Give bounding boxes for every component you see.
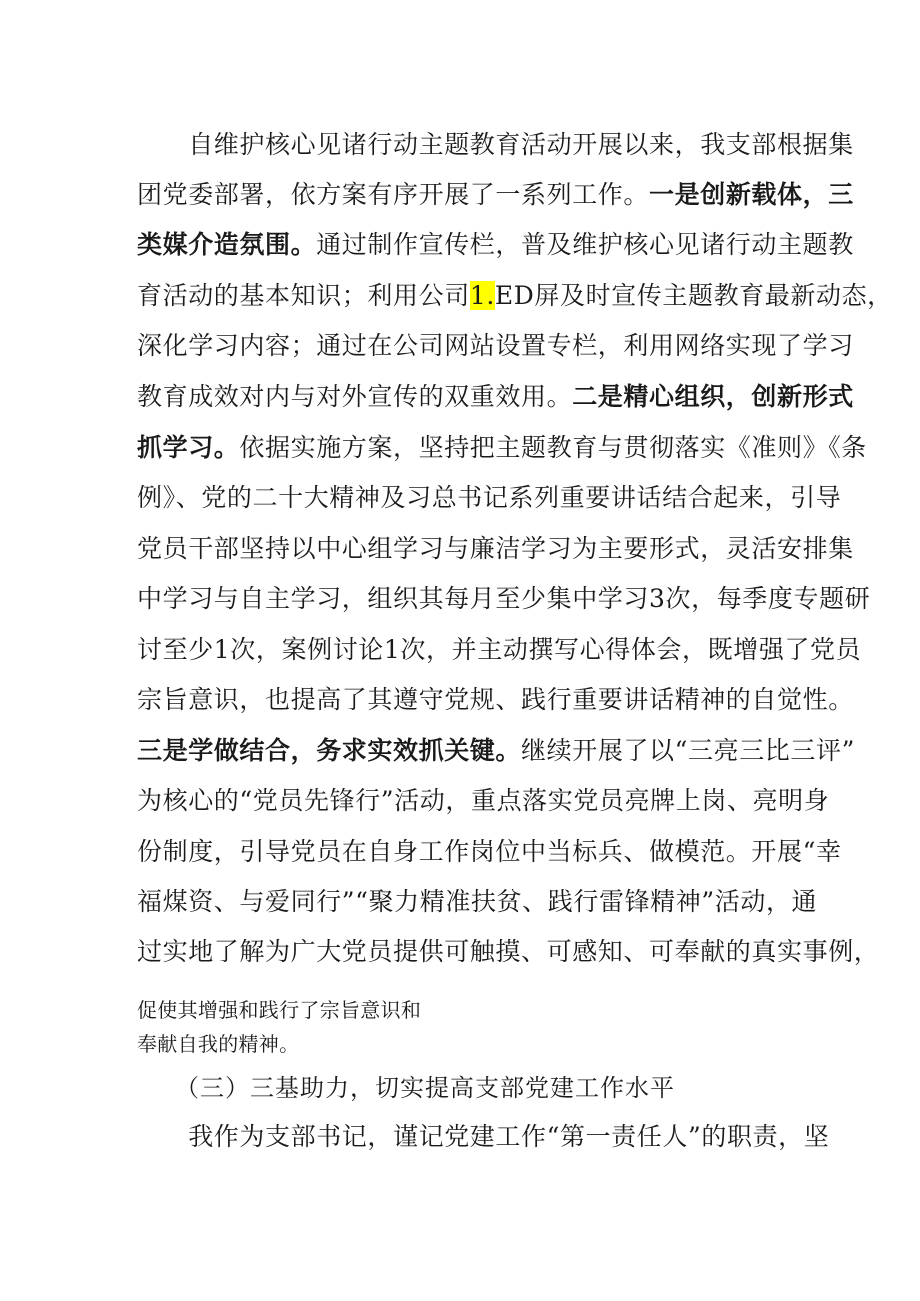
paragraph-line <box>137 734 855 768</box>
text-run: 例》、党的二十大精神及习总书记系列重要讲话结合起来，引导 <box>137 483 842 512</box>
paragraph-line <box>137 431 867 465</box>
paragraph-line <box>137 835 842 869</box>
text-run: 团党委部署，依方案有序开展了一系列工作。 <box>137 180 650 209</box>
highlighted-text: 1. <box>469 281 495 310</box>
paragraph-line <box>137 1120 829 1154</box>
paragraph-line <box>137 481 841 515</box>
text-run: 宗旨意识，也提高了其遵守党规、践行重要讲话精神的自觉性。 <box>137 685 854 714</box>
text-run: 奉献自我的精神。 <box>137 1032 300 1056</box>
text-run: 份制度，引导党员在自身工作岗位中当标兵、做模范。开展“幸 <box>137 837 842 866</box>
text-run: 自维护核心见诸行动主题教育活动开展以来，我支部根据集 <box>137 130 854 159</box>
paragraph-line <box>137 935 879 969</box>
paragraph-line <box>137 228 854 262</box>
paragraph-line <box>137 532 854 566</box>
paragraph-line <box>137 633 861 667</box>
text-run: 依据实施方案，坚持把主题教育与贯彻落实《准则》《条 <box>239 433 867 462</box>
text-run: ED屏及时宣传主题教育最新动态， <box>494 281 893 310</box>
text-run: 继续开展了以“三亮三比三评” <box>521 736 855 765</box>
text-run: 为核心的“党员先锋行”活动，重点落实党员亮牌上岗、亮明身 <box>137 786 830 815</box>
paragraph-line <box>137 329 854 363</box>
paragraph-line <box>137 279 893 313</box>
text-run: （三）三基助力，切实提高支部党建工作水平 <box>137 1074 675 1102</box>
paragraph-line <box>137 178 854 212</box>
text-run: 促使其增强和践行了宗旨意识和 <box>137 998 422 1022</box>
paragraph-line <box>137 993 421 1027</box>
text-run: 通过制作宣传栏，普及维护核心见诸行动主题教 <box>316 230 854 259</box>
text-run: 讨至少1次，案例讨论1次，并主动撰写心得体会，既增强了党员 <box>137 635 862 664</box>
text-run: 党员干部坚持以中心组学习与廉洁学习为主要形式，灵活安排集 <box>137 534 854 563</box>
bold-heading-run: 二是精心组织，创新形式 <box>572 382 854 411</box>
paragraph-line <box>137 784 829 818</box>
paragraph-line <box>137 128 854 162</box>
bold-heading-run: 三是学做结合，务求实效抓关键。 <box>137 736 522 765</box>
text-run: 育活动的基本知识；利用公司 <box>137 281 470 310</box>
paragraph-line <box>137 582 870 616</box>
text-run: 过实地了解为广大党员提供可触摸、可感知、可奉献的真实事例， <box>137 937 880 966</box>
paragraph-line <box>137 1027 299 1061</box>
bold-heading-run: 抓学习。 <box>137 433 240 462</box>
text-run: 福煤资、与爱同行”“聚力精准扶贫、践行雷锋精神”活动，通 <box>137 887 818 916</box>
text-run: 我作为支部书记，谨记党建工作“第一责任人”的职责，坚 <box>137 1122 830 1151</box>
paragraph-line <box>137 683 854 717</box>
bold-heading-run: 类媒介造氛围。 <box>137 230 317 259</box>
paragraph-line <box>137 380 854 414</box>
text-run: 深化学习内容；通过在公司网站设置专栏，利用网络实现了学习 <box>137 331 854 360</box>
text-run: 教育成效对内与对外宣传的双重效用。 <box>137 382 573 411</box>
section-heading <box>137 1071 675 1105</box>
paragraph-line <box>137 885 817 919</box>
text-run: 中学习与自主学习，组织其每月至少集中学习3次，每季度专题研 <box>137 584 871 613</box>
bold-heading-run: 一是创新载体，三 <box>649 180 854 209</box>
